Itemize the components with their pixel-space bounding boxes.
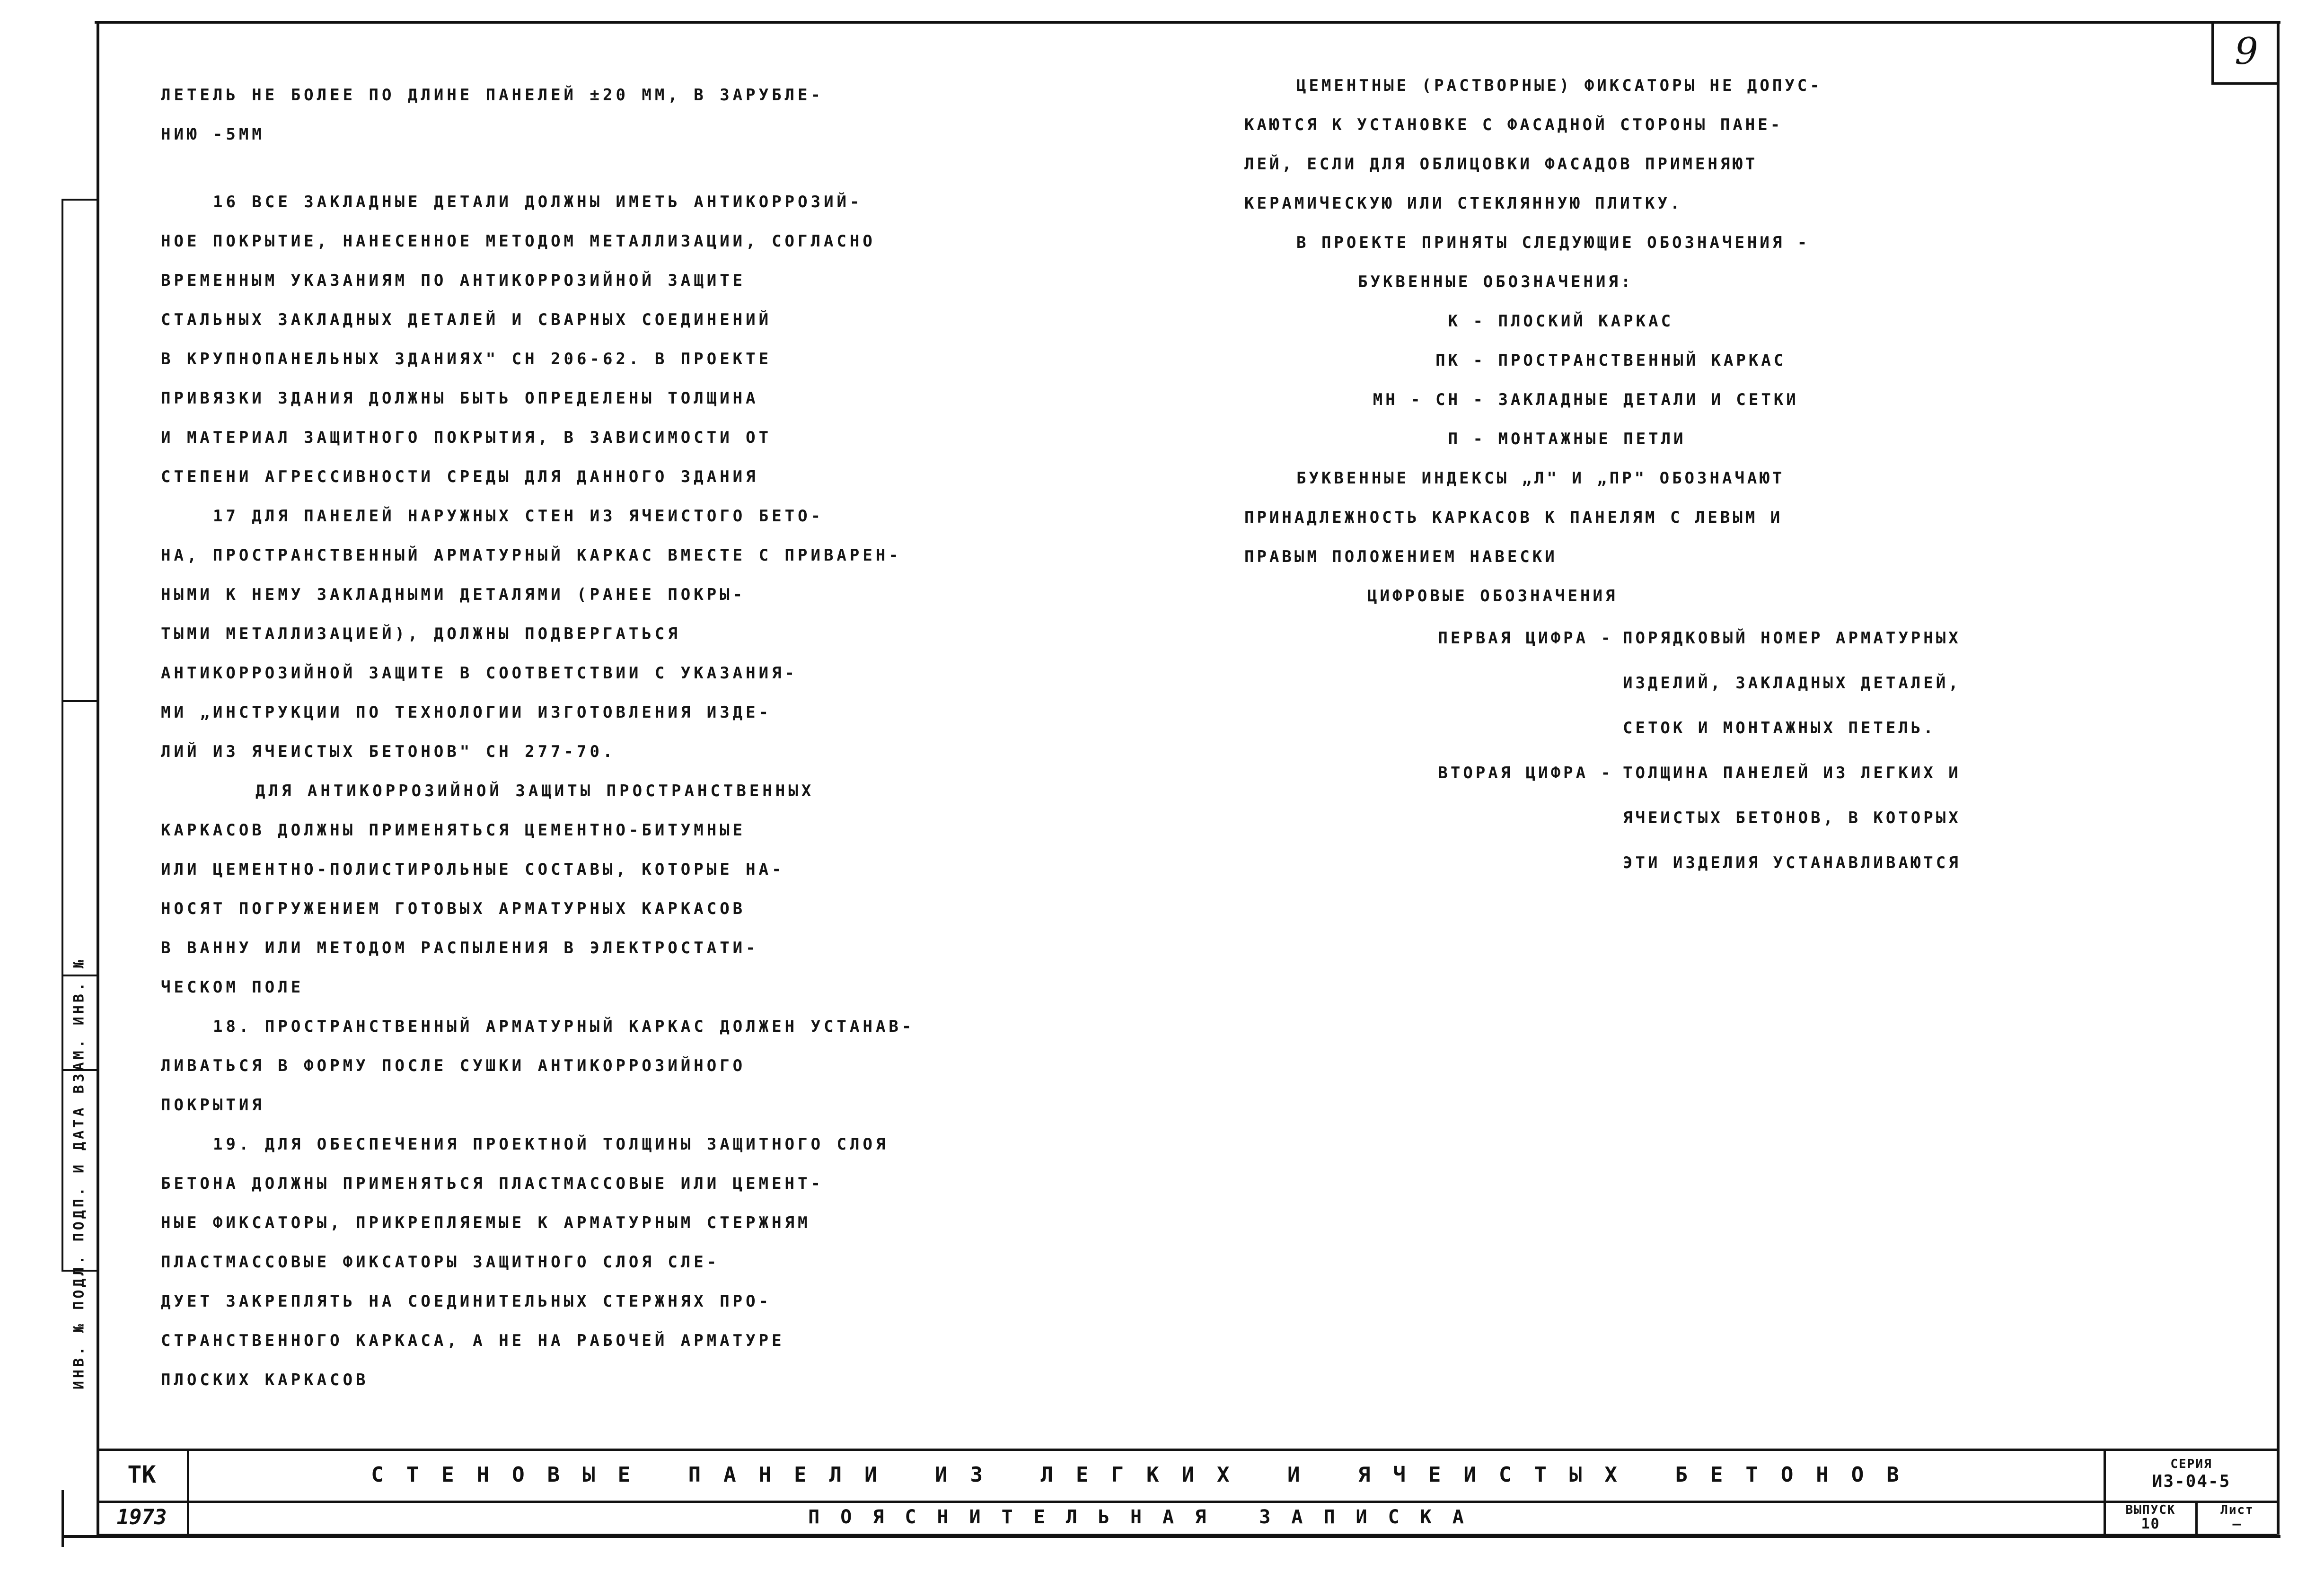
- legend-code: П -: [1448, 430, 1486, 448]
- text-line: НА, ПРОСТРАНСТВЕННЫЙ АРМАТУРНЫЙ КАРКАС ВМЕСТЕ С ПРИВАРЕН-: [161, 546, 902, 565]
- text-line: ДУЕТ ЗАКРЕПЛЯТЬ НА СОЕДИНИТЕЛЬНЫХ СТЕРЖНЯХ ПРО-: [161, 1292, 772, 1311]
- legend-item: [1244, 420, 2200, 459]
- legend-item: [1244, 302, 2200, 341]
- title-block-subtitle: ПОЯСНИТЕЛЬНАЯ ЗАПИСКА: [808, 1506, 1485, 1528]
- text-line: ЛИВАТЬСЯ В ФОРМУ ПОСЛЕ СУШКИ АНТИКОРРОЗИЙНОГО: [161, 1056, 746, 1075]
- sheet-value: —: [2232, 1516, 2242, 1532]
- legend-code: ПК -: [1435, 351, 1486, 370]
- text-line: ЭТИ ИЗДЕЛИЯ УСТАНАВЛИВАЮТСЯ: [1623, 853, 1961, 872]
- text-line: 18. ПРОСТРАНСТВЕННЫЙ АРМАТУРНЫЙ КАРКАС ДОЛЖЕН УСТАНАВ-: [213, 1017, 915, 1036]
- text-line: ДЛЯ АНТИКОРРОЗИЙНОЙ ЗАЩИТЫ ПРОСТРАНСТВЕННЫХ: [255, 782, 815, 800]
- text-line: СЕТОК И МОНТАЖНЫХ ПЕТЕЛЬ.: [1623, 719, 1936, 738]
- text-line: СТЕПЕНИ АГРЕССИВНОСТИ СРЕДЫ ДЛЯ ДАННОГО ЗДАНИЯ: [161, 467, 759, 486]
- text-line: ПРИНАДЛЕЖНОСТЬ КАРКАСОВ К ПАНЕЛЯМ С ЛЕВЫМ И: [1244, 508, 1783, 527]
- first-digit-row: [1244, 616, 2200, 751]
- text-line: ПЛАСТМАССОВЫЕ ФИКСАТОРЫ ЗАЩИТНОГО СЛОЯ СЛЕ-: [161, 1253, 720, 1272]
- first-digit-description: [1623, 616, 2191, 751]
- series-cell: [2106, 1449, 2277, 1501]
- text-line: В КРУПНОПАНЕЛЬНЫХ ЗДАНИЯХ" СН 206-62. В ПРОЕКТЕ: [161, 350, 772, 369]
- second-digit-label: ВТОРАЯ ЦИФРА -: [1438, 764, 1613, 782]
- notation-intro: В ПРОЕКТЕ ПРИНЯТЫ СЛЕДУЮЩИЕ ОБОЗНАЧЕНИЯ -: [1296, 233, 1810, 252]
- issue-label: ВЫПУСК: [2125, 1503, 2176, 1517]
- corner-tick: [62, 1490, 64, 1547]
- text-line: ЛЕТЕЛЬ НЕ БОЛЕЕ ПО ДЛИНЕ ПАНЕЛЕЙ ±20 ММ, В ЗАРУБЛЕ-: [161, 86, 824, 105]
- frame-top-line: [95, 21, 2280, 24]
- text-line: ПЛОСКИХ КАРКАСОВ: [161, 1370, 369, 1389]
- title-block-code: ТК: [127, 1461, 156, 1488]
- frame-right-line: [2277, 21, 2280, 1535]
- text-line: ПРАВЫМ ПОЛОЖЕНИЕМ НАВЕСКИ: [1244, 547, 1558, 566]
- text-line: НЫЕ ФИКСАТОРЫ, ПРИКРЕПЛЯЕМЫЕ К АРМАТУРНЫМ СТЕРЖНЯМ: [161, 1213, 811, 1232]
- legend-code: МН - СН -: [1373, 390, 1486, 409]
- text-line: 16 ВСЕ ЗАКЛАДНЫЕ ДЕТАЛИ ДОЛЖНЫ ИМЕТЬ АНТИКОРРОЗИЙ-: [213, 193, 863, 211]
- text-line: И МАТЕРИАЛ ЗАЩИТНОГО ПОКРЫТИЯ, В ЗАВИСИМОСТИ ОТ: [161, 428, 772, 447]
- text-line: ПОКРЫТИЯ: [161, 1096, 265, 1115]
- first-digit-label: ПЕРВАЯ ЦИФРА -: [1438, 629, 1613, 648]
- digit-notation-heading: ЦИФРОВЫЕ ОБОЗНАЧЕНИЯ: [1367, 587, 1618, 606]
- legend-text: МОНТАЖНЫЕ ПЕТЛИ: [1498, 430, 1686, 448]
- text-line: ЛЕЙ, ЕСЛИ ДЛЯ ОБЛИЦОВКИ ФАСАДОВ ПРИМЕНЯЮТ: [1244, 155, 1758, 174]
- left-text-column: [161, 76, 1107, 1400]
- right-text-column: [1244, 66, 2200, 886]
- legend-item: [1244, 341, 2200, 380]
- legend-text: ПЛОСКИЙ КАРКАС: [1498, 312, 1674, 331]
- text-line: ТОЛЩИНА ПАНЕЛЕЙ ИЗ ЛЕГКИХ И: [1623, 764, 1961, 782]
- text-line: НЫМИ К НЕМУ ЗАКЛАДНЫМИ ДЕТАЛЯМИ (РАНЕЕ ПОКРЫ-: [161, 585, 746, 604]
- legend-item: [1244, 380, 2200, 420]
- legend-code: К -: [1448, 312, 1486, 331]
- sheet-number-box: 9: [2211, 21, 2279, 85]
- title-block-year: 1973: [116, 1505, 167, 1529]
- text-line: 17 ДЛЯ ПАНЕЛЕЙ НАРУЖНЫХ СТЕН ИЗ ЯЧЕИСТОГО БЕТО-: [213, 507, 824, 526]
- title-block-bottom-line: [97, 1534, 2277, 1536]
- legend-text: ПРОСТРАНСТВЕННЫЙ КАРКАС: [1498, 351, 1787, 370]
- text-line: ЛИЙ ИЗ ЯЧЕИСТЫХ БЕТОНОВ" СН 277-70.: [161, 742, 616, 761]
- series-value: ИЗ-04-5: [2152, 1472, 2231, 1491]
- issue-value: 10: [2141, 1516, 2160, 1532]
- text-line: ЧЕСКОМ ПОЛЕ: [161, 978, 304, 997]
- text-line: В ВАННУ ИЛИ МЕТОДОМ РАСПЫЛЕНИЯ В ЭЛЕКТРОСТАТИ-: [161, 939, 759, 957]
- text-line: СТРАНСТВЕННОГО КАРКАСА, А НЕ НА РАБОЧЕЙ АРМАТУРЕ: [161, 1331, 785, 1350]
- sheet-cell: [2198, 1501, 2277, 1534]
- text-line: ТЫМИ МЕТАЛЛИЗАЦИЕЙ), ДОЛЖНЫ ПОДВЕРГАТЬСЯ: [161, 624, 681, 643]
- text-line: КЕРАМИЧЕСКУЮ ИЛИ СТЕКЛЯННУЮ ПЛИТКУ.: [1244, 194, 1683, 213]
- text-line: КАРКАСОВ ДОЛЖНЫ ПРИМЕНЯТЬСЯ ЦЕМЕНТНО-БИТУМНЫЕ: [161, 821, 746, 840]
- text-line: АНТИКОРРОЗИЙНОЙ ЗАЩИТЕ В СООТВЕТСТВИИ С УКАЗАНИЯ-: [161, 664, 798, 683]
- text-line: ЦЕМЕНТНЫЕ (РАСТВОРНЫЕ) ФИКСАТОРЫ НЕ ДОПУС-: [1296, 76, 1822, 95]
- text-line: НИЮ -5ММ: [161, 125, 265, 144]
- text-line: МИ „ИНСТРУКЦИИ ПО ТЕХНОЛОГИИ ИЗГОТОВЛЕНИЯ ИЗДЕ-: [161, 703, 772, 722]
- text-line: ИЛИ ЦЕМЕНТНО-ПОЛИСТИРОЛЬНЫЕ СОСТАВЫ, КОТОРЫЕ НА-: [161, 860, 785, 879]
- text-line: БУКВЕННЫЕ ИНДЕКСЫ „Л" И „ПР" ОБОЗНАЧАЮТ: [1296, 469, 1785, 488]
- text-line: НОСЯТ ПОГРУЖЕНИЕМ ГОТОВЫХ АРМАТУРНЫХ КАРКАСОВ: [161, 899, 746, 918]
- letter-notation-heading: БУКВЕННЫЕ ОБОЗНАЧЕНИЯ:: [1358, 272, 1634, 291]
- text-line: БЕТОНА ДОЛЖНЫ ПРИМЕНЯТЬСЯ ПЛАСТМАССОВЫЕ ИЛИ ЦЕМЕНТ-: [161, 1174, 824, 1193]
- text-line: 19. ДЛЯ ОБЕСПЕЧЕНИЯ ПРОЕКТНОЙ ТОЛЩИНЫ ЗАЩИТНОГО СЛОЯ: [213, 1135, 889, 1154]
- title-block-title: СТЕНОВЫЕ ПАНЕЛИ ИЗ ЛЕГКИХ И ЯЧЕИСТЫХ БЕТОНОВ: [371, 1462, 1922, 1487]
- text-line: ИЗДЕЛИЙ, ЗАКЛАДНЫХ ДЕТАЛЕЙ,: [1623, 674, 1961, 693]
- text-line: НОЕ ПОКРЫТИЕ, НАНЕСЕННОЕ МЕТОДОМ МЕТАЛЛИЗАЦИИ, СОГЛАСНО: [161, 232, 876, 251]
- margin-divider: [62, 700, 97, 702]
- text-line: СТАЛЬНЫХ ЗАКЛАДНЫХ ДЕТАЛЕЙ И СВАРНЫХ СОЕДИНЕНИЙ: [161, 310, 772, 329]
- text-line: ВРЕМЕННЫМ УКАЗАНИЯМ ПО АНТИКОРРОЗИЙНОЙ ЗАЩИТЕ: [161, 271, 746, 290]
- text-line: ПОРЯДКОВЫЙ НОМЕР АРМАТУРНЫХ: [1623, 629, 1961, 648]
- sheet-label: Лист: [2220, 1503, 2254, 1517]
- second-digit-row: [1244, 751, 2200, 886]
- legend-text: ЗАКЛАДНЫЕ ДЕТАЛИ И СЕТКИ: [1498, 390, 1799, 409]
- issue-cell: [2106, 1501, 2195, 1534]
- series-label: СЕРИЯ: [2170, 1457, 2212, 1471]
- second-digit-description: [1623, 751, 2191, 886]
- text-line: ЯЧЕИСТЫХ БЕТОНОВ, В КОТОРЫХ: [1623, 808, 1961, 827]
- text-line: ПРИВЯЗКИ ЗДАНИЯ ДОЛЖНЫ БЫТЬ ОПРЕДЕЛЕНЫ ТОЛЩИНА: [161, 389, 759, 408]
- margin-stamp-text: ИНВ. № ПОДЛ. ПОДП. И ДАТА ВЗАМ. ИНВ. №: [70, 957, 88, 1390]
- text-line: КАЮТСЯ К УСТАНОВКЕ С ФАСАДНОЙ СТОРОНЫ ПАНЕ-: [1244, 115, 1783, 134]
